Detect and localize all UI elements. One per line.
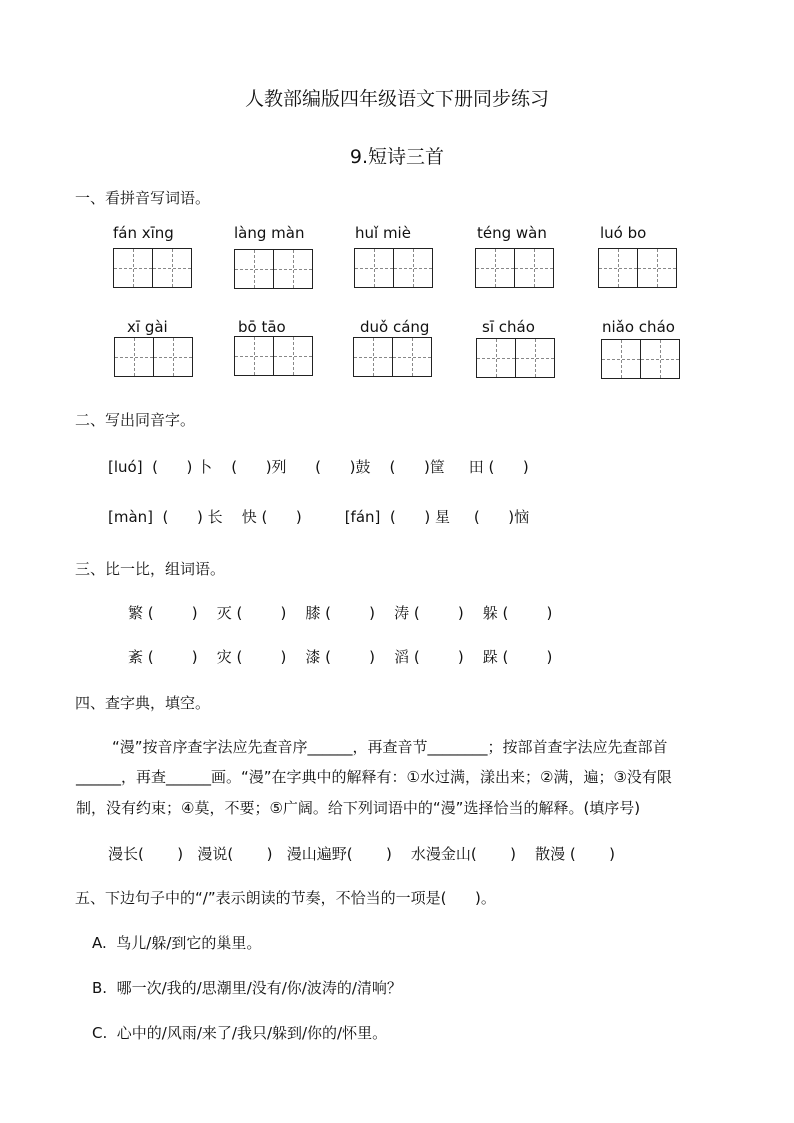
section1-heading: 一、看拼音写词语。: [75, 189, 211, 207]
dictionary-paragraph-line-3: 制，没有约束；④莫，不要；⑤广阔。给下列词语中的“漫”选择恰当的解释。(填序号): [76, 799, 641, 817]
pinyin-label: huǐ miè: [355, 224, 411, 242]
compare-line-2: 紊 ( ) 灾 ( ) 漆 ( ) 滔 ( ) 跺 ( ): [128, 648, 553, 666]
pinyin-label: duǒ cáng: [360, 318, 430, 336]
lesson-title: 9.短诗三首: [349, 146, 445, 168]
pinyin-label: téng wàn: [477, 224, 547, 242]
section3-heading: 三、比一比，组词语。: [75, 560, 226, 578]
page-title: 人教部编版四年级语文下册同步练习: [244, 88, 549, 110]
pinyin-label: fán xīng: [113, 224, 174, 242]
homophone-line-2: [màn] ( ) 长 快 ( ) [fán] ( ) 星 ( )恼: [108, 508, 530, 526]
meaning-items: 漫长( ) 漫说( ) 漫山遍野( ) 水漫金山( ) 散漫 ( ): [108, 845, 615, 863]
pinyin-label: niǎo cháo: [602, 318, 675, 336]
writing-grid[interactable]: [234, 249, 313, 289]
writing-grid[interactable]: [598, 248, 677, 288]
section2-heading: 二、写出同音字。: [75, 411, 196, 429]
writing-grid[interactable]: [234, 336, 313, 376]
pinyin-label: xī gài: [127, 318, 168, 336]
writing-grid[interactable]: [476, 338, 555, 378]
pinyin-label: sī cháo: [482, 318, 535, 336]
section4-heading: 四、查字典，填空。: [75, 694, 211, 712]
dictionary-paragraph-line-1: “漫”按音序查字法应先查音序______，再查音节________；按部首查字法应先查部首: [112, 738, 668, 756]
writing-grid[interactable]: [475, 248, 554, 288]
compare-line-1: 繁 ( ) 灭 ( ) 膝 ( ) 涛 ( ) 躲 ( ): [128, 604, 553, 622]
writing-grid[interactable]: [114, 337, 193, 377]
option-b: B. 哪一次/我的/思潮里/没有/你/波涛的/清响？: [92, 979, 402, 997]
writing-grid[interactable]: [354, 248, 433, 288]
dictionary-paragraph-line-2: ______，再查______画。“漫”在字典中的解释有：①水过满，漾出来；②满，遍；③没有限: [76, 768, 672, 786]
homophone-line-1: [luó] ( ) 卜 ( )列 ( )鼓 ( )筐 田 ( ): [108, 458, 529, 476]
pinyin-label: luó bo: [600, 224, 647, 242]
writing-grid[interactable]: [601, 339, 680, 379]
writing-grid[interactable]: [353, 337, 432, 377]
section5-heading: 五、下边句子中的“/”表示朗读的节奏，不恰当的一项是( )。: [75, 889, 496, 907]
pinyin-label: làng màn: [234, 224, 305, 242]
writing-grid[interactable]: [113, 248, 192, 288]
option-a: A. 鸟儿/躲/到它的巢里。: [92, 934, 262, 952]
option-c: C. 心中的/风雨/来了/我只/躲到/你的/怀里。: [92, 1024, 388, 1042]
pinyin-label: bō tāo: [238, 318, 286, 336]
